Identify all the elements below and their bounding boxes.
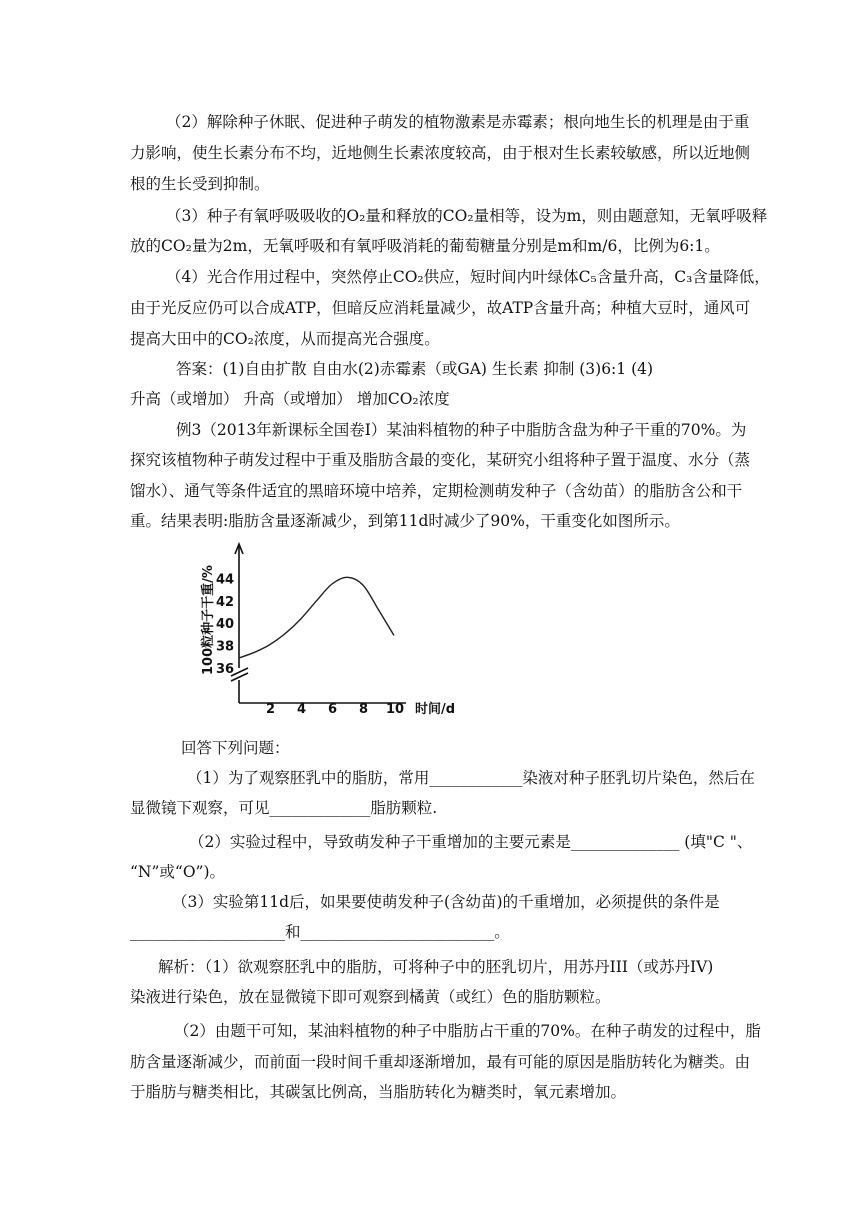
x-tick-label: 4 <box>297 702 307 717</box>
text-line: 回答下列问题： <box>181 739 290 757</box>
y-axis-label: 100粒种子干重/% <box>201 565 216 675</box>
dry-weight-chart <box>196 540 486 722</box>
text-line: 放的CO₂量为2m，无氧呼吸和有氧呼吸消耗的葡萄糖量分别是m和m/6，比例为6:1。 <box>130 237 720 255</box>
text-line: 馏水）、通气等条件适宜的黑暗环境中培养，定期检测萌发种子（含幼苗）的脂肪含公和干 <box>130 482 743 500</box>
y-tick-label: 44 <box>216 572 235 588</box>
question-line: “N”或“O”)。 <box>130 863 226 881</box>
question-line: （3）实验第11d后，如果要使萌发种子(含幼苗)的千重增加，必须提供的条件是 <box>172 893 720 911</box>
text-line: 重。结果表明:脂肪含量逐渐减少，到第11d时减少了90%，干重变化如图所示。 <box>130 512 680 530</box>
text-line: （4）光合作用过程中，突然停止CO₂供应，短时间内叶绿体C₅含量升高，C₃含量降低， <box>166 268 770 286</box>
analysis-line: 解析：（1）欲观察胚乳中的脂肪，可将种子中的胚乳切片，用苏丹III（或苏丹IV) <box>158 958 714 976</box>
text-line: 例3（2013年新课标全国卷I）某油料植物的种子中脂肪含盘为种子干重的70%。为 <box>176 421 747 439</box>
text-line: （2）解除种子休眠、促进种子萌发的植物激素是赤霉素；根向地生长的机理是由于重 <box>166 113 750 131</box>
y-tick-label: 38 <box>216 639 235 655</box>
x-tick-label: 2 <box>266 702 276 717</box>
question-line: （2）实验过程中，导致萌发种子干重增加的主要元素是______________ (填"C "、 <box>189 833 753 851</box>
answer-line: 答案：(1)自由扩散 自由水(2)赤霉素（或GA) 生长素 抑制 (3)6:1 (4) <box>176 360 654 378</box>
text-line: 探究该植物种子萌发过程中于重及脂肪含最的变化，某研究小组将种子置于温度、水分（蒸 <box>130 451 751 469</box>
y-tick-label: 40 <box>216 617 235 633</box>
text-line: 力影响，使生长素分布不均，近地侧生长素浓度较高，由于根对生长素较敏感，所以近地侧 <box>130 144 751 162</box>
text-line: 提高大田中的CO₂浓度，从而提高光合强度。 <box>130 330 440 348</box>
y-tick-label: 36 <box>216 662 235 677</box>
answer-line: 升高（或增加） 升高（或增加） 增加CO₂浓度 <box>130 390 450 408</box>
x-tick-label: 8 <box>359 702 369 717</box>
text-line: 由于光反应仍可以合成ATP，但暗反应消耗量减少，故ATP含量升高；种植大豆时，通风可 <box>130 299 751 317</box>
answer-blanks: ____________________和_________________________。 <box>130 923 510 941</box>
text-line: （3）种子有氧呼吸吸收的O₂量和释放的CO₂量相等，设为m，则由题意知，无氧呼吸释 <box>166 207 768 225</box>
x-axis-label: 时间/d <box>415 702 456 717</box>
x-tick-label: 10 <box>386 702 405 717</box>
analysis-line: 肪含量逐渐减少，而前面一段时间千重却逐渐增加，最有可能的原因是脂肪转化为糖类。由 <box>130 1053 751 1071</box>
dry-weight-series-line <box>239 577 394 658</box>
x-tick-label: 6 <box>328 702 338 717</box>
analysis-line: （2）由题干可知，某油料植物的种子中脂肪占干重的70%。在种子萌发的过程中，脂 <box>174 1022 761 1040</box>
y-tick-label: 42 <box>216 594 235 610</box>
question-line: （1）为了观察胚乳中的脂肪，常用____________染液对种子胚乳切片染色，然后在 <box>187 769 755 787</box>
text-line: 根的生长受到抑制。 <box>130 175 270 193</box>
question-line: 显微镜下观察，可见_____________脂肪颗粒. <box>130 799 438 817</box>
analysis-line: 于脂肪与糖类相比，其碳氢比例高，当脂肪转化为糖类时，氧元素增加。 <box>130 1083 627 1101</box>
chart-svg <box>196 540 486 722</box>
analysis-line: 染液进行染色，放在显微镜下即可观察到橘黄（或红）色的脂肪颗粒。 <box>130 988 611 1006</box>
